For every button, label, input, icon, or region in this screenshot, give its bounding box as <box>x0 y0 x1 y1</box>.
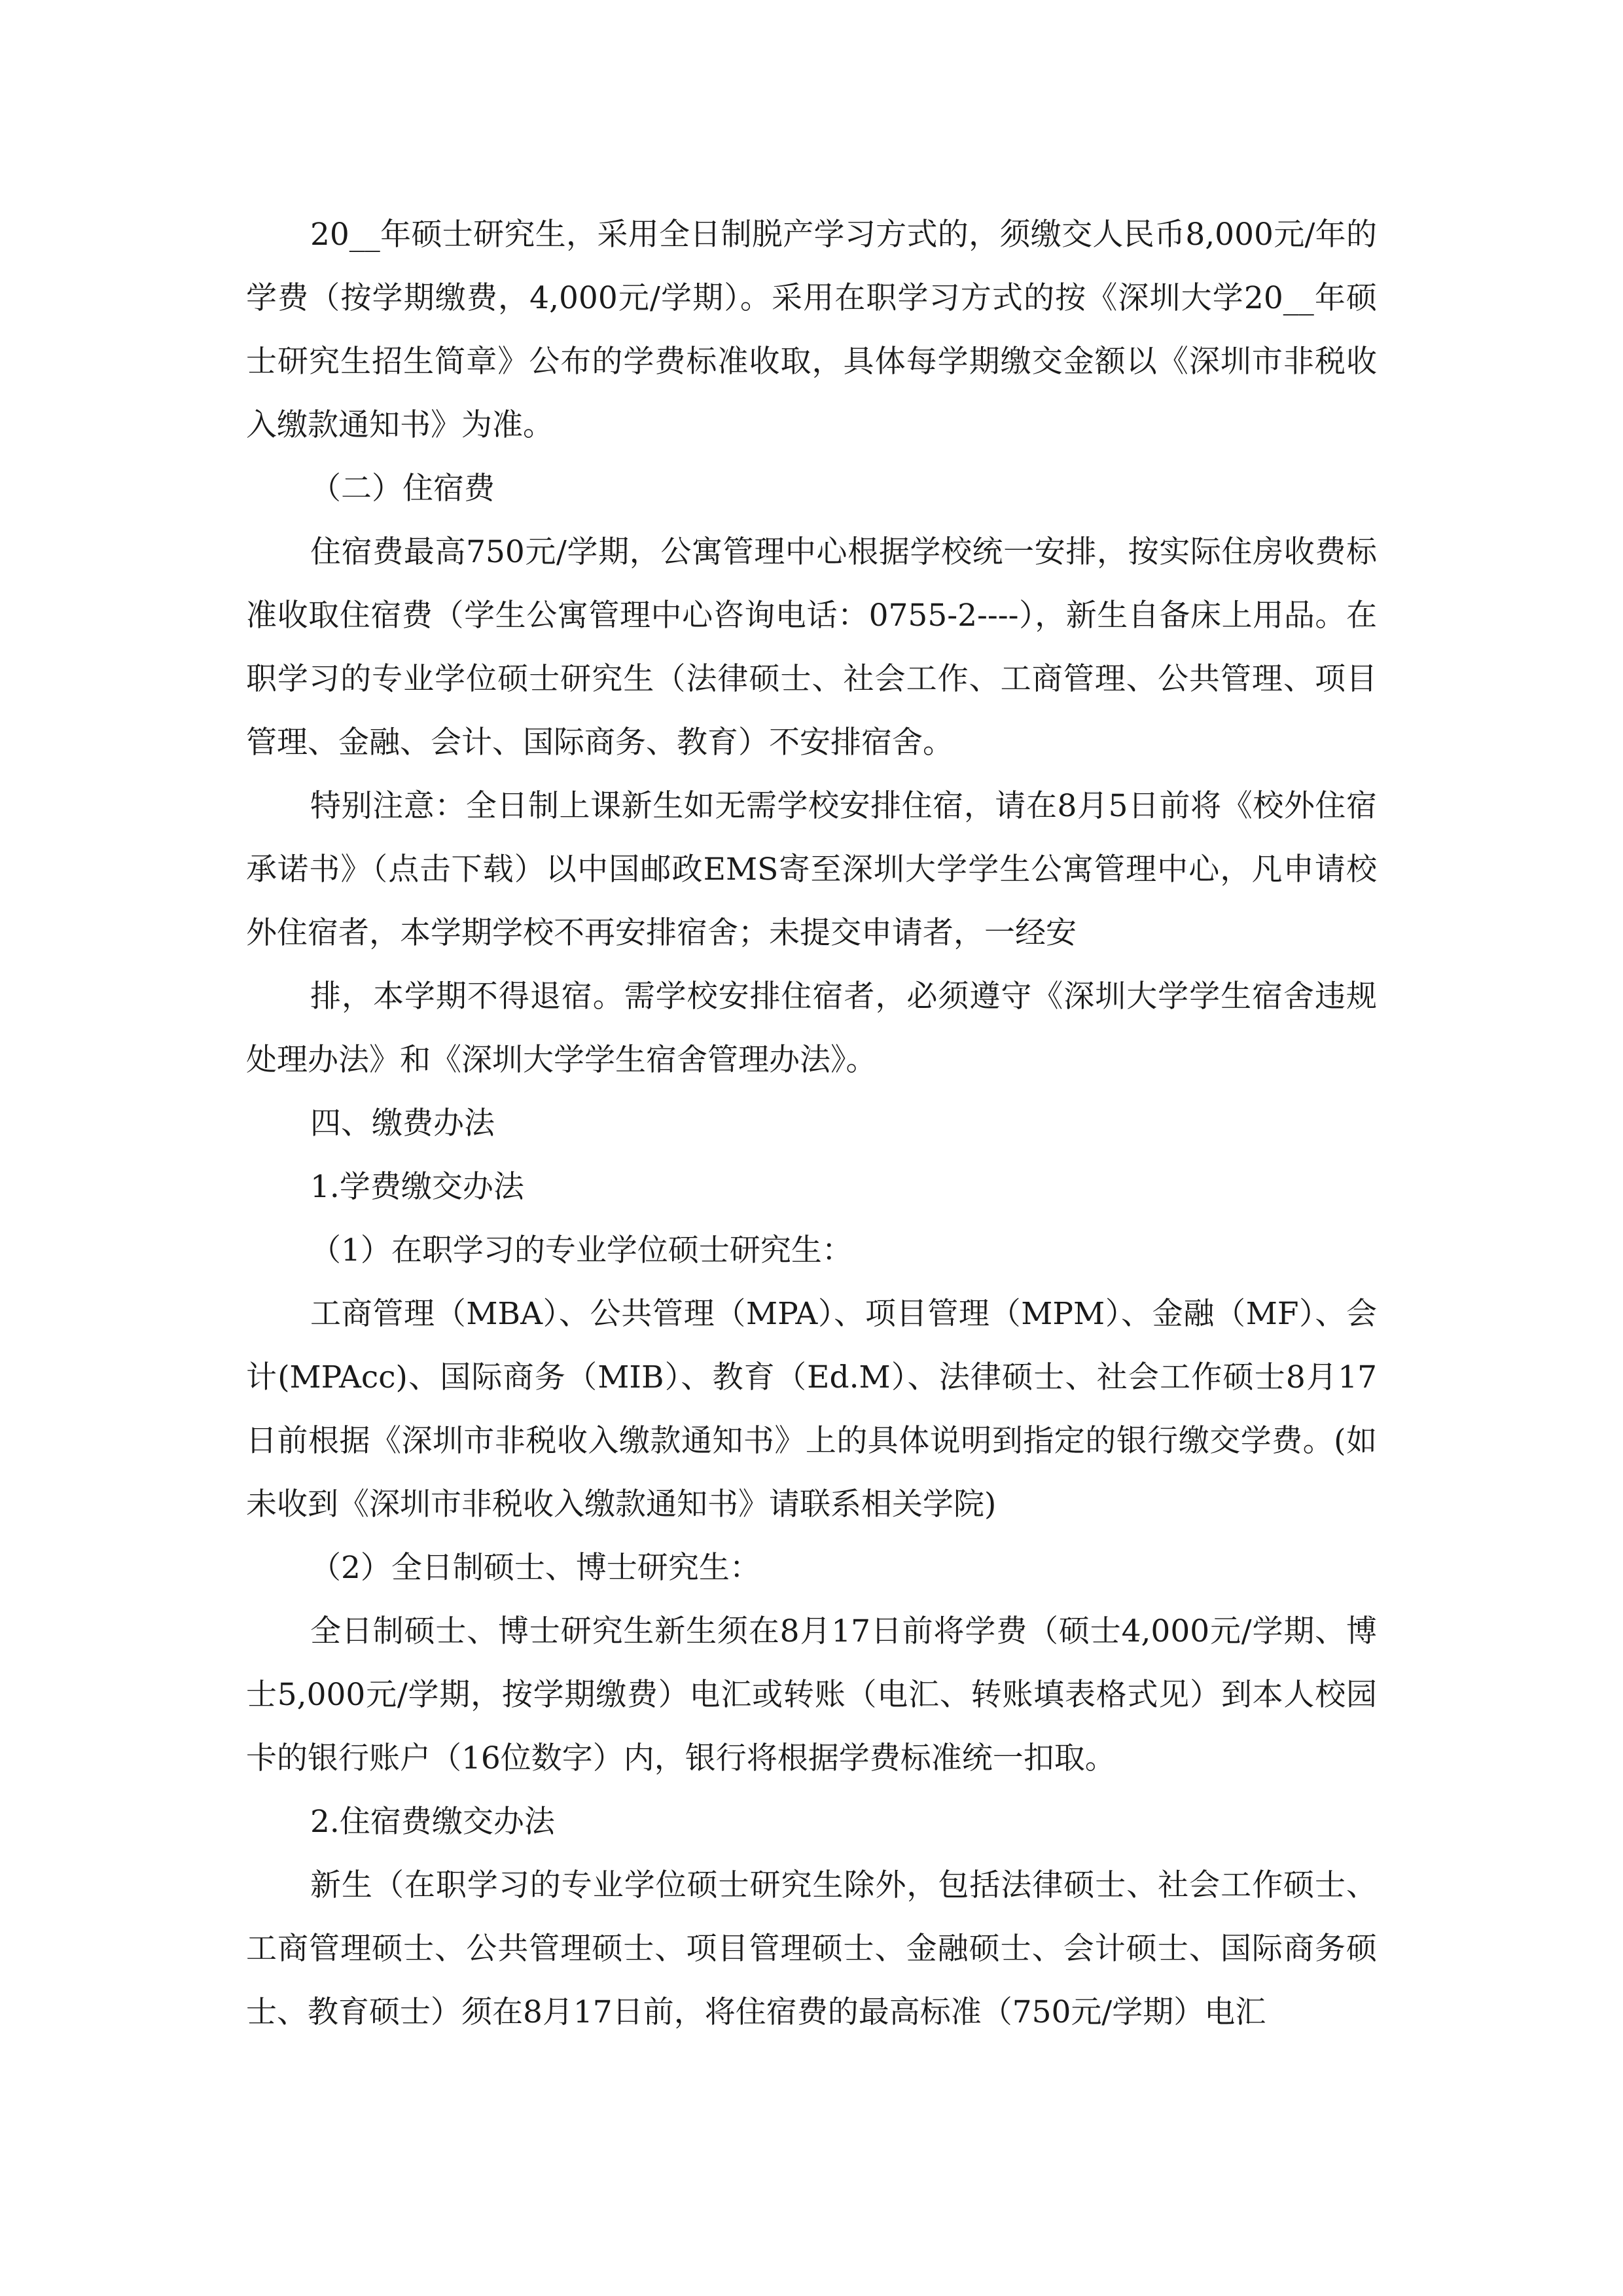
document-page <box>246 203 1377 2044</box>
paragraph-special-notice: 特别注意：全日制上课新生如无需学校安排住宿，请在8月5日前将《校外住宿承诺书》（点击下载）以中国邮政EMS寄至深圳大学学生公寓管理中心，凡申请校外住宿者，本学期学校不再安排宿舍；未提交申请者，一经安 <box>246 788 1377 951</box>
heading-full-time-students: （2）全日制硕士、博士研究生： <box>310 1550 760 1586</box>
paragraph-full-time-payment: 全日制硕士、博士研究生新生须在8月17日前将学费（硕士4,000元/学期、博士5,000元/学期，按学期缴费）电汇或转账（电汇、转账填表格式见）到本人校园卡的银行账户（16位数字）内，银行将根据学费标准统一扣取。 <box>246 1613 1377 1776</box>
heading-part-time-professional: （1）在职学习的专业学位硕士研究生： <box>310 1232 853 1268</box>
heading-accommodation-payment: 2.住宿费缴交办法 <box>310 1804 555 1840</box>
paragraph-tuition-fee: 20__年硕士研究生，采用全日制脱产学习方式的，须缴交人民币8,000元/年的学费（按学期缴费，4,000元/学期）。采用在职学习方式的按《深圳大学20__年硕士研究生招生简章》公布的学费标准收取，具体每学期缴交金额以《深圳市非税收入缴款通知书》为准。 <box>246 217 1377 443</box>
heading-accommodation-fee: （二）住宿费 <box>310 471 495 507</box>
paragraph-special-notice-continued: 排，本学期不得退宿。需学校安排住宿者，必须遵守《深圳大学学生宿舍违规处理办法》和《深圳大学学生宿舍管理办法》。 <box>246 978 1377 1078</box>
paragraph-accommodation-payment: 新生（在职学习的专业学位硕士研究生除外，包括法律硕士、社会工作硕士、工商管理硕士、公共管理硕士、项目管理硕士、金融硕士、会计硕士、国际商务硕士、教育硕士）须在8月17日前，将住宿费的最高标准（750元/学期）电汇 <box>246 1867 1377 2030</box>
paragraph-part-time-payment: 工商管理（MBA）、公共管理（MPA）、项目管理（MPM）、金融（MF）、会计(MPAcc)、国际商务（MIB）、教育（Ed.M）、法律硕士、社会工作硕士8月17日前根据《深圳市非税收入缴款通知书》上的具体说明到指定的银行缴交学费。(如未收到《深圳市非税收入缴款通知书》请联系相关学院) <box>246 1296 1377 1522</box>
paragraph-accommodation-fee: 住宿费最高750元/学期，公寓管理中心根据学校统一安排，按实际住房收费标准收取住宿费（学生公寓管理中心咨询电话：0755-2----），新生自备床上用品。在职学习的专业学位硕士研究生（法律硕士、社会工作、工商管理、公共管理、项目管理、金融、会计、国际商务、教育）不安排宿舍。 <box>246 534 1377 761</box>
heading-payment-methods: 四、缴费办法 <box>310 1105 495 1141</box>
heading-tuition-payment: 1.学费缴交办法 <box>310 1169 524 1205</box>
